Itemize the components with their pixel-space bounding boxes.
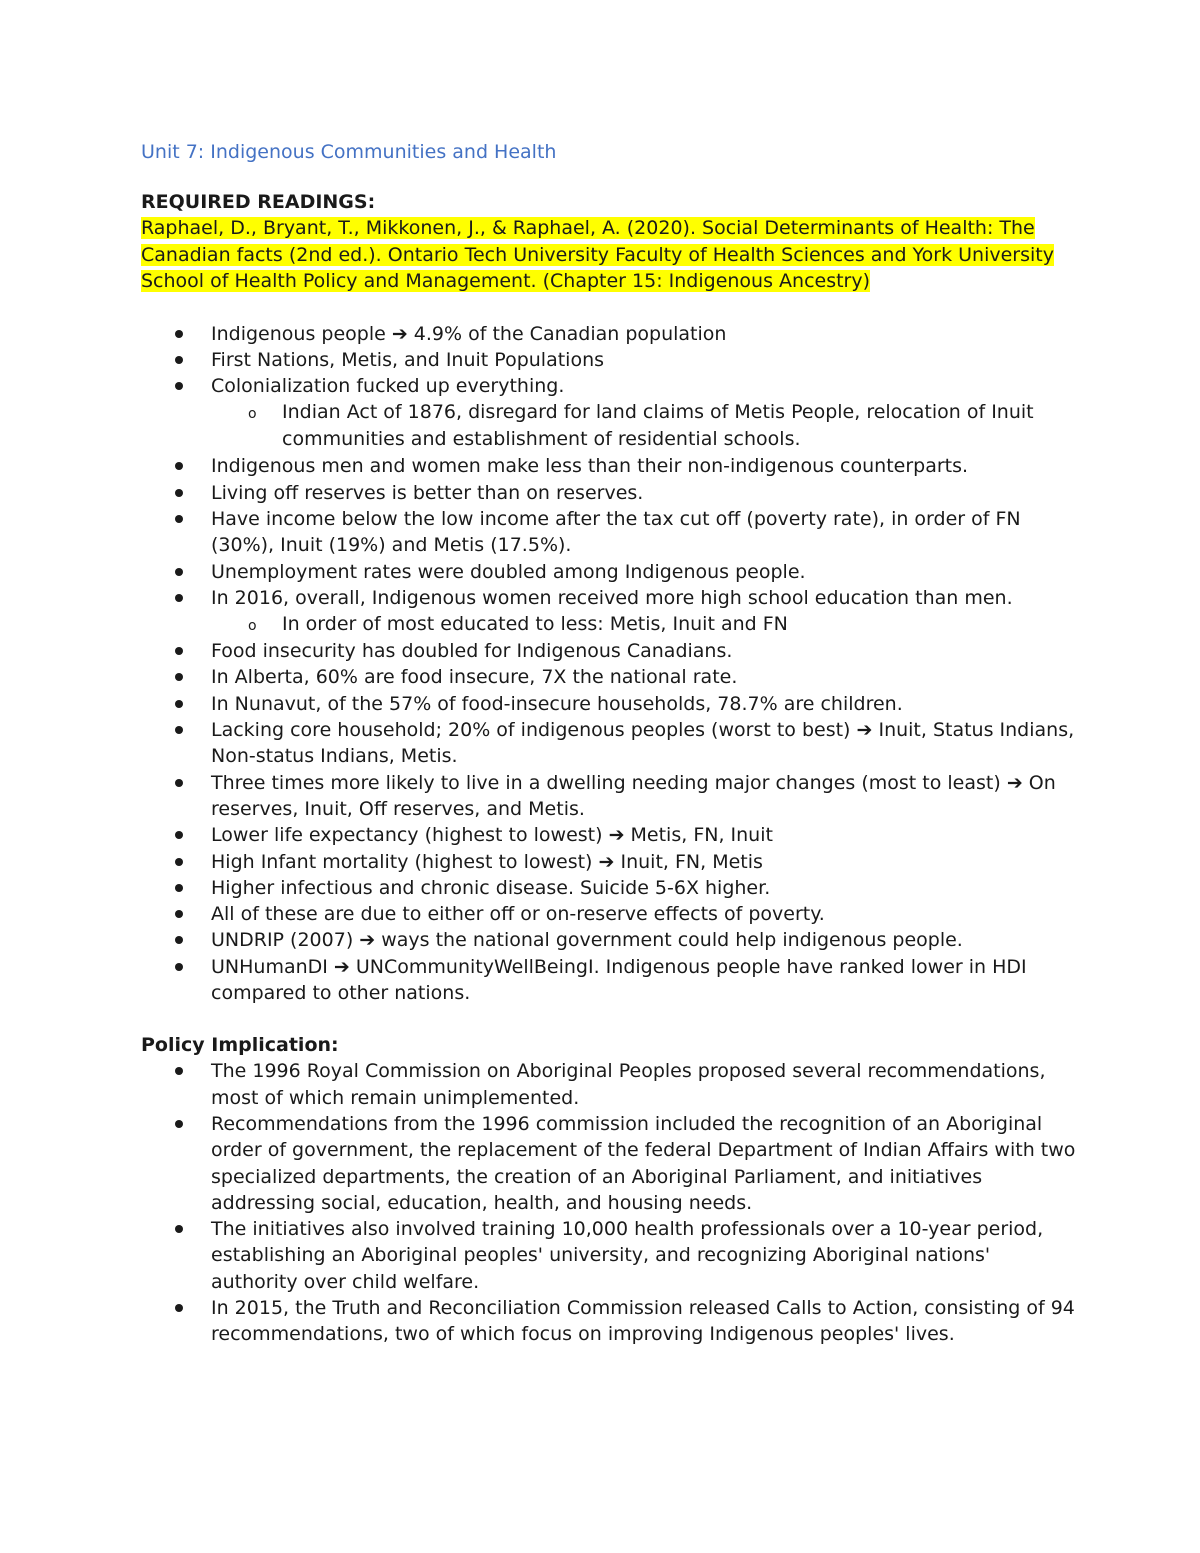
list-item: Three times more likely to live in a dwelling needing major changes (most to least) ➔ On reserves, Inuit, Off reserves, and Metis.	[141, 770, 1081, 823]
list-item: First Nations, Metis, and Inuit Populations	[141, 347, 1081, 373]
bullet-icon	[175, 568, 183, 576]
list-item: Unemployment rates were doubled among Indigenous people.	[141, 559, 1081, 585]
bullet-icon	[175, 382, 183, 390]
sub-bullet-icon: o	[248, 618, 257, 635]
list-item: In Alberta, 60% are food insecure, 7X the national rate.	[141, 664, 1081, 690]
bullet-icon	[175, 963, 183, 971]
list-item: In 2016, overall, Indigenous women received more high school education than men. o In order of most educated to less: Metis, Inuit and FN	[141, 585, 1081, 638]
arrow-icon: ➔	[391, 322, 408, 345]
list-item: All of these are due to either off or on-reserve effects of poverty.	[141, 901, 1081, 927]
policy-implication-heading: Policy Implication:	[141, 1034, 339, 1057]
sub-list-item: o Indian Act of 1876, disregard for land claims of Metis People, relocation of Inuit communities and establishment of residential schools.	[248, 401, 1034, 451]
arrow-icon: ➔	[856, 719, 873, 742]
bullet-icon	[175, 910, 183, 918]
citation	[141, 215, 1081, 295]
policy-list	[141, 1058, 1081, 1347]
list-item: UNDRIP (2007) ➔ ways the national government could help indigenous people.	[141, 927, 1081, 953]
unit-title: Unit 7: Indigenous Communities and Health	[141, 141, 557, 163]
sub-list	[141, 399, 1081, 453]
list-item: High Infant mortality (highest to lowest) ➔ Inuit, FN, Metis	[141, 849, 1081, 875]
bullet-icon	[175, 726, 183, 734]
bullet-icon	[175, 884, 183, 892]
list-item: In Nunavut, of the 57% of food-insecure households, 78.7% are children.	[141, 691, 1081, 717]
list-item: Indigenous men and women make less than their non-indigenous counterparts.	[141, 453, 1081, 479]
bullet-icon	[175, 779, 183, 787]
list-item: Have income below the low income after the tax cut off (poverty rate), in order of FN (30%), Inuit (19%) and Metis (17.5%).	[141, 506, 1081, 559]
bullet-icon	[175, 673, 183, 681]
notes-list	[141, 321, 1081, 1007]
bullet-icon	[175, 515, 183, 523]
list-item: Indigenous people ➔ 4.9% of the Canadian population	[141, 321, 1081, 347]
bullet-icon	[175, 462, 183, 470]
bullet-icon	[175, 330, 183, 338]
bullet-icon	[175, 936, 183, 944]
list-item: Colonialization fucked up everything. o Indian Act of 1876, disregard for land claims of Metis People, relocation of Inuit communities and establishment of residential schools.	[141, 373, 1081, 453]
list-item: Recommendations from the 1996 commission included the recognition of an Aboriginal order of government, the replacement of the federal Department of Indian Affairs with two specialized departments, the creation of an Aboriginal Parliament, and initiatives addressing social, education, health, and housing needs.	[141, 1111, 1081, 1216]
citation-highlighted-text: Raphael, D., Bryant, T., Mikkonen, J., & Raphael, A. (2020). Social Determinants of Health: The Canadian facts (2nd ed.). Ontario Tech University Faculty of Health Sciences and York University School of Health Policy and Management. (Chapter 15: Indigenous Ancestry)	[141, 217, 1054, 292]
required-readings-heading: REQUIRED READINGS:	[141, 191, 376, 213]
bullet-icon	[175, 700, 183, 708]
bullet-icon	[175, 489, 183, 497]
bullet-icon	[175, 356, 183, 364]
sub-list	[141, 611, 1081, 638]
bullet-icon	[175, 1067, 183, 1075]
bullet-icon	[175, 831, 183, 839]
list-item: Higher infectious and chronic disease. Suicide 5-6X higher.	[141, 875, 1081, 901]
list-item: In 2015, the Truth and Reconciliation Commission released Calls to Action, consisting of 94 recommendations, two of which focus on improving Indigenous peoples' lives.	[141, 1295, 1081, 1348]
list-item: UNHumanDI ➔ UNCommunityWellBeingI. Indigenous people have ranked lower in HDI compared to other nations.	[141, 954, 1081, 1007]
list-item: Living off reserves is better than on reserves.	[141, 480, 1081, 506]
arrow-icon: ➔	[1006, 771, 1023, 794]
bullet-icon	[175, 594, 183, 602]
document-page	[141, 137, 1081, 1348]
list-item: Lower life expectancy (highest to lowest) ➔ Metis, FN, Inuit	[141, 822, 1081, 848]
bullet-icon	[175, 1225, 183, 1233]
list-item: The 1996 Royal Commission on Aboriginal Peoples proposed several recommendations, most of which remain unimplemented.	[141, 1058, 1081, 1111]
bullet-icon	[175, 647, 183, 655]
arrow-icon: ➔	[608, 824, 625, 847]
arrow-icon: ➔	[359, 929, 376, 952]
list-item: The initiatives also involved training 10,000 health professionals over a 10-year period, establishing an Aboriginal peoples' university, and recognizing Aboriginal nations' authority over child welfare.	[141, 1216, 1081, 1295]
list-item: Lacking core household; 20% of indigenous peoples (worst to best) ➔ Inuit, Status Indians, Non-status Indians, Metis.	[141, 717, 1081, 770]
bullet-icon	[175, 1304, 183, 1312]
arrow-icon: ➔	[333, 955, 350, 978]
list-item: Food insecurity has doubled for Indigenous Canadians.	[141, 638, 1081, 664]
sub-bullet-icon: o	[248, 406, 257, 423]
arrow-icon: ➔	[598, 850, 615, 873]
bullet-icon	[175, 1120, 183, 1128]
sub-list-item: o In order of most educated to less: Metis, Inuit and FN	[211, 611, 1081, 638]
bullet-icon	[175, 858, 183, 866]
